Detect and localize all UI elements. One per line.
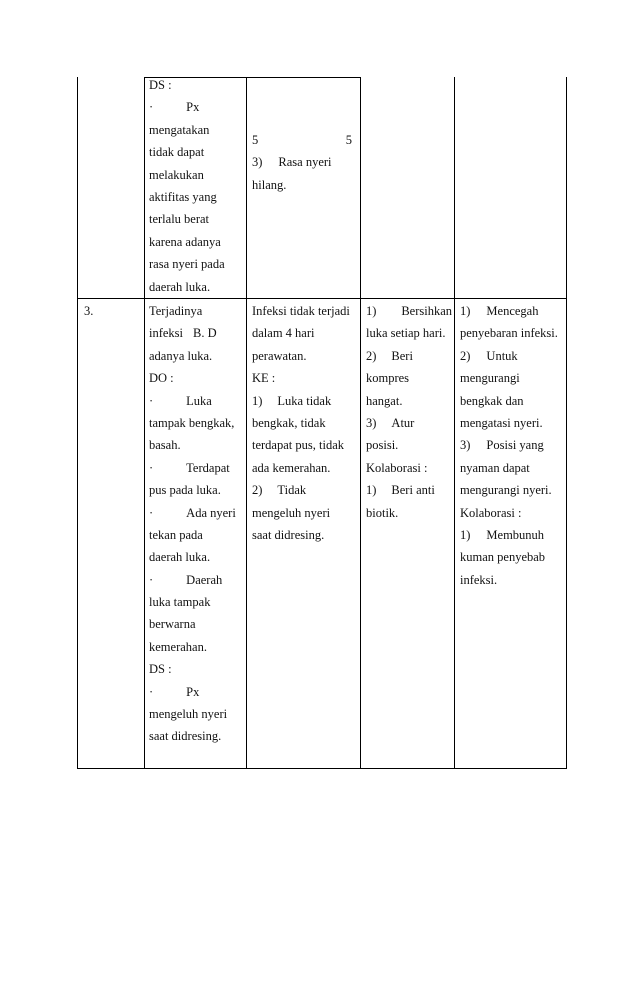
outcome-item: 3) Rasa nyeri [252,155,332,170]
goal-item: 1) Luka tidak [252,393,332,408]
diagnosis-line: kemerahan. [149,639,207,654]
intervention-item: 1) Beri anti [366,483,435,498]
goal-item: 2) Tidak [252,483,307,498]
rationale-line: bengkak dan [460,393,524,408]
goal-line: dalam 4 hari [252,326,315,341]
table-bottom-border [77,768,567,769]
diagnosis-line: tampak bengkak, [149,415,235,430]
criteria-line: tidak dapat [149,145,205,160]
column-divider-3 [360,77,361,769]
diagnosis-line: daerah luka. [149,550,211,565]
row-number: 3. [84,304,94,318]
intervention-item: 3) Atur [366,415,415,430]
diagnosis-line: pus pada luka. [149,483,221,498]
intervention-item: 1) Bersihkan [366,304,452,318]
outcome-number-left: 5 [252,133,259,147]
criteria-bullet-line [149,96,243,118]
outcome-line: hilang. [252,177,287,192]
rationale-item: 1) Membunuh [460,527,545,542]
diagnosis-cell [149,300,243,748]
criteria-line: terlalu berat [149,212,210,227]
diagnosis-line: infeksi B. D [149,326,217,341]
rationale-item: 2) Untuk [460,348,518,363]
diagnosis-line: DO : [149,371,174,386]
diagnosis-line: berwarna [149,617,196,632]
intervention-line: hangat. [366,393,403,408]
column-divider-2 [246,77,247,769]
criteria-line: rasa nyeri pada [149,257,225,272]
goal-line: bengkak, tidak [252,415,326,430]
intervention-line: kompres [366,371,410,386]
goal-line: ada kemerahan. [252,460,331,475]
goal-line: mengeluh nyeri [252,505,331,520]
rationale-item: 1) Mencegah [460,304,539,318]
diagnosis-line: DS : [149,662,172,677]
table-left-border [77,77,78,769]
column-divider-4 [454,77,455,769]
diagnosis-line: adanya luka. [149,348,213,363]
rationale-line: mengurangi [460,371,520,386]
diagnosis-bullet: · Luka [149,393,212,408]
rationale-line: nyaman dapat [460,460,530,475]
criteria-line: aktifitas yang [149,189,217,204]
rationale-line: kuman penyebab [460,550,546,565]
goal-line: saat didresing. [252,527,325,542]
diagnosis-line: saat didresing. [149,729,222,744]
intervention-line: biotik. [366,505,399,520]
top-row-criteria-cell [149,74,243,298]
criteria-line: daerah luka. [149,279,211,294]
row-divider [77,298,567,299]
rationale-line: mengatasi nyeri. [460,415,543,430]
intervention-item: 2) Beri [366,348,413,363]
diagnosis-bullet: · Px [149,684,200,699]
criteria-line: karena adanya [149,234,221,249]
bullet-dot: · [149,100,154,115]
intervention-line: Kolaborasi : [366,460,428,475]
criteria-line: melakukan [149,167,204,182]
diagnosis-bullet: · Daerah [149,572,223,587]
goal-line: perawatan. [252,348,307,363]
rationale-item: 3) Posisi yang [460,438,544,453]
top-row-outcome-cell [252,129,352,196]
criteria-line: DS : [149,78,172,92]
goal-cell [252,300,358,546]
goal-line: terdapat pus, tidak [252,438,344,453]
table-right-border [566,77,567,769]
diagnosis-line: Terjadinya [149,304,203,318]
outcome-number-right: 5 [345,133,352,147]
goal-line: Infeksi tidak terjadi [252,304,350,318]
intervention-cell [366,300,452,524]
diagnosis-line: basah. [149,438,181,453]
diagnosis-line: luka tampak [149,595,211,610]
diagnosis-bullet: · Ada nyeri [149,505,236,520]
criteria-line: mengatakan [149,122,210,137]
criteria-bullet-word: Px [186,100,200,115]
column-divider-1 [144,77,145,769]
intervention-line: posisi. [366,438,399,453]
diagnosis-line: tekan pada [149,527,203,542]
rationale-line: mengurangi nyeri. [460,483,552,498]
intervention-line: luka setiap hari. [366,326,446,341]
goal-line: KE : [252,371,276,386]
diagnosis-bullet: · Terdapat [149,460,230,475]
rationale-cell [460,300,564,591]
rationale-line: Kolaborasi : [460,505,522,520]
diagnosis-line: mengeluh nyeri [149,707,228,722]
rationale-line: infeksi. [460,572,498,587]
outcome-line-numbers [252,129,352,151]
rationale-line: penyebaran infeksi. [460,326,558,341]
